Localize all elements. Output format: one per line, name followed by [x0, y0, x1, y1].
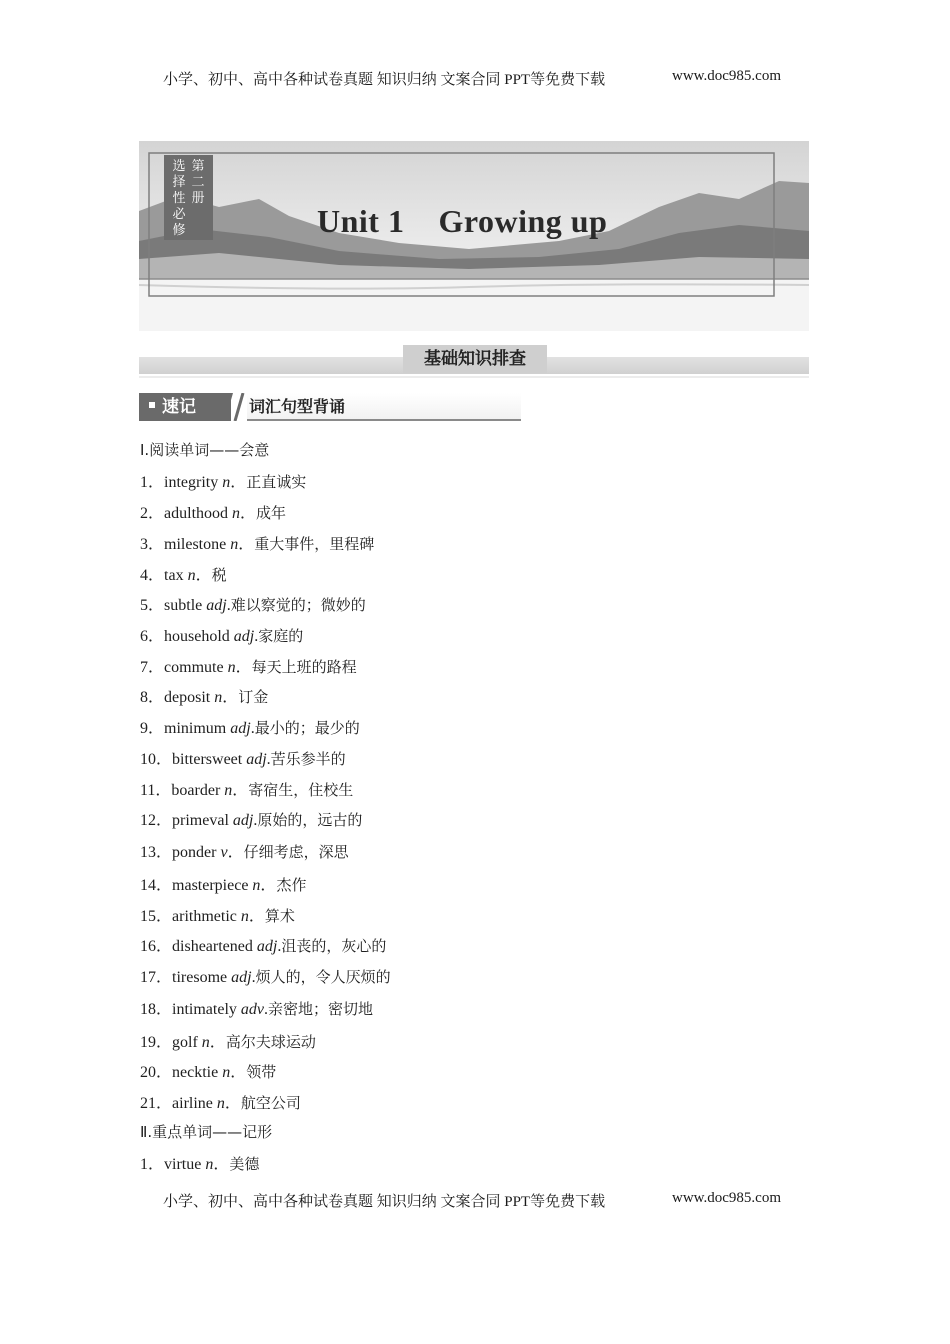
badge-char: 性	[172, 191, 186, 206]
badge-char: 第	[191, 159, 205, 174]
badge-column-right	[192, 159, 205, 240]
vocab-number: 3．	[140, 536, 165, 553]
part1-heading: Ⅰ.阅读单词——会意	[140, 441, 270, 459]
vocab-part-of-speech: n	[230, 536, 239, 553]
vocab-part-of-speech: n	[187, 567, 196, 584]
vocab-word: tax	[164, 567, 184, 584]
vocab-separator: .	[264, 1001, 268, 1018]
vocab-item	[140, 469, 306, 492]
vocab-number: 20．	[140, 1064, 173, 1081]
vocab-meaning: 杰作	[276, 876, 307, 894]
vocab-item	[140, 531, 374, 554]
vocab-item	[140, 872, 306, 895]
subsection-tag	[139, 393, 521, 421]
vocab-number: 1．	[140, 474, 165, 491]
vocab-item	[140, 777, 353, 800]
vocab-part-of-speech: adj	[233, 628, 255, 645]
vocab-part-of-speech: adj	[246, 751, 267, 768]
vocab-item	[140, 933, 386, 956]
vocab-number: 8．	[140, 689, 165, 706]
vocab-item	[140, 807, 362, 830]
vocab-separator: ．	[222, 689, 239, 706]
vocab-number: 7．	[140, 659, 165, 676]
vocab-item	[140, 1059, 276, 1082]
vocab-part-of-speech: adj	[230, 720, 251, 737]
vocab-meaning: 订金	[238, 688, 269, 706]
badge-char: 二	[191, 175, 205, 190]
vocab-word: masterpiece	[172, 877, 249, 894]
vocab-meaning: 每天上班的路程	[251, 658, 357, 676]
vocab-number: 17．	[140, 969, 173, 986]
vocab-meaning: 沮丧的，灰心的	[281, 937, 387, 955]
vocab-word: golf	[172, 1034, 198, 1051]
vocab-part-of-speech: n	[232, 505, 241, 522]
vocab-part-of-speech: n	[224, 782, 233, 799]
vocab-meaning: 原始的，远古的	[257, 811, 363, 829]
vocab-meaning: 领带	[246, 1063, 277, 1081]
vocab-part-of-speech: n	[216, 1095, 225, 1112]
badge-column-left	[172, 159, 185, 240]
unit-title: Unit 1 Growing up	[317, 203, 608, 239]
vocab-word: minimum	[164, 720, 227, 737]
vocab-item	[140, 684, 268, 707]
vocab-meaning: 最小的；最少的	[254, 719, 360, 737]
vocab-part-of-speech: adv	[240, 1001, 264, 1018]
tag-label	[139, 393, 231, 421]
vocab-item	[140, 500, 286, 523]
unit-banner	[139, 141, 809, 331]
tag-left-text: 速记	[162, 397, 196, 417]
footer-text: 小学、初中、高中各种试卷真题 知识归纳 文案合同 PPT等免费下载	[163, 1194, 606, 1210]
badge-char: 必	[172, 207, 186, 222]
vocab-item	[140, 715, 360, 738]
square-bullet-icon	[149, 402, 155, 408]
header-text: 小学、初中、高中各种试卷真题 知识归纳 文案合同 PPT等免费下载	[163, 72, 606, 88]
vocab-separator: ．	[240, 505, 257, 522]
vocab-word: tiresome	[172, 969, 228, 986]
vocab-separator: ．	[195, 567, 212, 584]
header-url: www.doc985.com	[672, 68, 782, 84]
vocab-separator: .	[266, 751, 271, 768]
vocab-number: 12．	[140, 812, 173, 829]
vocab-separator: ．	[227, 844, 244, 861]
vocab-word: adulthood	[164, 505, 229, 522]
vocab-separator: ．	[260, 877, 277, 894]
vocab-separator: ．	[209, 1034, 226, 1051]
vocab-meaning: 税	[211, 566, 227, 584]
vocab-item	[140, 592, 366, 615]
vocab-word: ponder	[172, 844, 217, 861]
vocab-word: virtue	[164, 1156, 202, 1173]
vocab-number: 9．	[140, 720, 165, 737]
vocab-part-of-speech: adj	[206, 597, 227, 614]
badge-char: 选	[172, 159, 186, 174]
vocab-item	[140, 1151, 259, 1174]
vocab-meaning: 航空公司	[240, 1094, 301, 1112]
vocab-meaning: 寄宿生，住校生	[248, 781, 354, 799]
vocab-word: commute	[164, 659, 224, 676]
vocab-item	[140, 562, 227, 585]
vocab-item	[140, 1029, 316, 1052]
vocab-word: airline	[172, 1095, 213, 1112]
vocab-item	[140, 996, 373, 1019]
vocab-separator: ．	[224, 1095, 241, 1112]
vocab-item	[140, 1090, 301, 1113]
vocab-item	[140, 903, 295, 926]
vocab-item	[140, 623, 303, 646]
vocab-word: primeval	[172, 812, 229, 829]
vocab-part-of-speech: n	[222, 474, 231, 491]
section-title: 基础知识排查	[403, 345, 547, 373]
vocab-part-of-speech: v	[220, 844, 228, 861]
vocab-separator: ．	[235, 659, 252, 676]
vocab-separator: .	[226, 597, 231, 614]
vocab-meaning: 高尔夫球运动	[225, 1033, 316, 1051]
vocab-meaning: 苦乐参半的	[270, 750, 346, 768]
vocab-number: 14．	[140, 877, 173, 894]
vocab-meaning: 亲密地；密切地	[268, 1000, 374, 1018]
vocab-item	[140, 746, 346, 769]
vocab-meaning: 算术	[264, 907, 295, 925]
vocab-meaning: 重大事件，里程碑	[254, 535, 375, 553]
vocab-part-of-speech: adj	[231, 969, 252, 986]
vocab-separator: ．	[232, 782, 249, 799]
vocab-part-of-speech: n	[252, 877, 261, 894]
badge-char: 修	[172, 223, 186, 238]
vocab-meaning: 正直诚实	[246, 473, 307, 491]
vocab-separator: ．	[238, 536, 255, 553]
vocab-number: 2．	[140, 505, 165, 522]
vocab-number: 4．	[140, 567, 165, 584]
vocab-part-of-speech: n	[222, 1064, 231, 1081]
vocab-word: milestone	[164, 536, 227, 553]
vocab-item	[140, 839, 349, 862]
vocab-word: arithmetic	[172, 908, 237, 925]
tag-subtitle: 词汇句型背诵	[247, 393, 521, 421]
vocab-item	[140, 964, 391, 987]
section-divider	[139, 376, 809, 378]
vocab-meaning: 烦人的，令人厌烦的	[255, 968, 391, 986]
vocab-number: 6．	[140, 628, 165, 645]
vocab-number: 11．	[140, 782, 172, 799]
vocab-word: intimately	[172, 1001, 237, 1018]
vocab-number: 21．	[140, 1095, 173, 1112]
badge-char: 择	[172, 175, 186, 190]
vocab-number: 1．	[140, 1156, 165, 1173]
vocab-word: subtle	[164, 597, 203, 614]
footer-url: www.doc985.com	[672, 1190, 782, 1206]
vocab-part-of-speech: n	[214, 689, 223, 706]
vocab-word: necktie	[172, 1064, 219, 1081]
vocab-number: 13．	[140, 844, 173, 861]
vocab-separator: ．	[248, 908, 265, 925]
vocab-number: 16．	[140, 938, 173, 955]
vocab-word: integrity	[164, 474, 219, 491]
vocab-word: household	[164, 628, 230, 645]
vocab-meaning: 家庭的	[258, 627, 304, 645]
vocab-meaning: 难以察觉的；微妙的	[230, 596, 366, 614]
vocab-word: disheartened	[172, 938, 253, 955]
vocab-item	[140, 654, 357, 677]
vocab-part-of-speech: n	[205, 1156, 214, 1173]
vocab-number: 5．	[140, 597, 165, 614]
vocab-separator: ．	[230, 1064, 247, 1081]
vocab-meaning: 美德	[229, 1155, 260, 1173]
vocab-part-of-speech: n	[240, 908, 249, 925]
vocab-part-of-speech: adj	[232, 812, 254, 829]
badge-char: 册	[191, 191, 205, 206]
vocab-separator: .	[251, 969, 256, 986]
vocab-meaning: 仔细考虑，深思	[243, 843, 349, 861]
vocab-separator: .	[254, 628, 259, 645]
vocab-separator: .	[277, 938, 282, 955]
vocab-number: 15．	[140, 908, 173, 925]
volume-badge	[164, 155, 213, 240]
vocab-part-of-speech: n	[201, 1034, 210, 1051]
part2-heading: Ⅱ.重点单词——记形	[140, 1123, 273, 1141]
vocab-word: deposit	[164, 689, 211, 706]
vocab-meaning: 成年	[256, 504, 287, 522]
vocab-number: 18．	[140, 1001, 173, 1018]
vocab-number: 19．	[140, 1034, 173, 1051]
vocab-word: boarder	[171, 782, 221, 799]
vocab-separator: .	[250, 720, 255, 737]
vocab-part-of-speech: adj	[256, 938, 278, 955]
vocab-word: bittersweet	[172, 751, 243, 768]
vocab-number: 10．	[140, 751, 173, 768]
vocab-separator: ．	[230, 474, 247, 491]
vocab-separator: ．	[213, 1156, 230, 1173]
vocab-separator: .	[253, 812, 258, 829]
vocab-part-of-speech: n	[227, 659, 236, 676]
